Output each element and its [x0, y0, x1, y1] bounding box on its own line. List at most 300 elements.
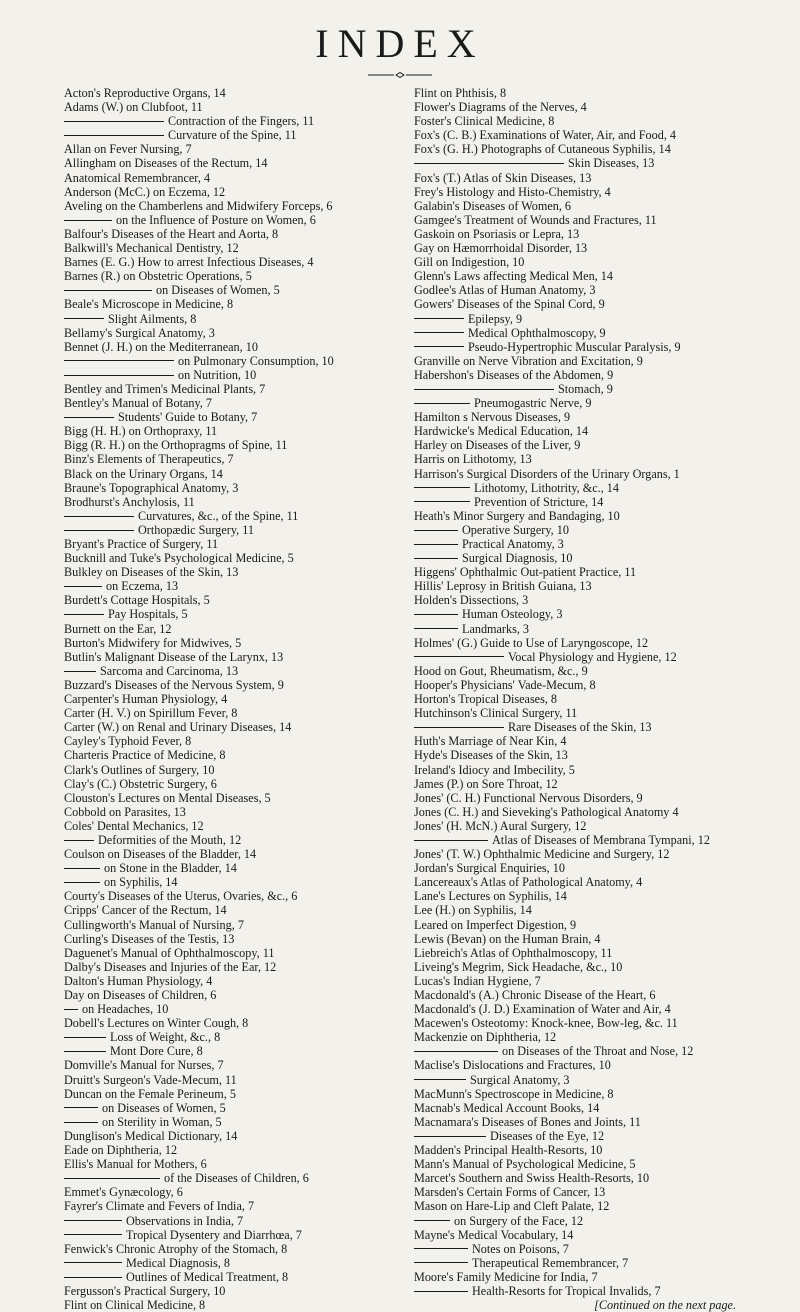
ditto-rule — [414, 614, 458, 615]
index-entry-text: Hillis' Leprosy in British Guiana, 13 — [414, 579, 592, 594]
index-entry-text: Skin Diseases, 13 — [568, 156, 655, 171]
index-entry-text: Emmet's Gynæcology, 6 — [64, 1185, 183, 1200]
index-entry-text: Mackenzie on Diphtheria, 12 — [414, 1030, 557, 1045]
index-entry-text: Lane's Lectures on Syphilis, 14 — [414, 889, 567, 904]
index-entry — [414, 960, 760, 974]
index-entry — [414, 1199, 760, 1213]
index-entry-text: Hood on Gout, Rheumatism, &c., 9 — [414, 663, 588, 678]
index-entry — [64, 156, 404, 170]
index-entry — [414, 791, 760, 805]
index-entry-text: on Syphilis, 14 — [104, 875, 178, 890]
index-entry — [414, 1157, 760, 1171]
index-entry-text: Lancereaux's Atlas of Pathological Anatomy, 4 — [414, 875, 643, 890]
index-entry-text: Clay's (C.) Obstetric Surgery, 6 — [64, 776, 217, 791]
index-entry — [414, 452, 760, 466]
index-entry-text: on Nutrition, 10 — [178, 367, 257, 382]
index-entry — [414, 213, 760, 227]
index-entry — [414, 734, 760, 748]
index-entry-text: Jones' (C. H.) Functional Nervous Disorders, 9 — [414, 790, 643, 805]
index-entry — [414, 410, 760, 424]
index-entry — [414, 819, 760, 833]
index-entry-text: on Diseases of Women, 5 — [156, 283, 280, 298]
index-entry-text: Mont Dore Cure, 8 — [110, 1044, 203, 1059]
ditto-rule — [414, 840, 488, 841]
ditto-rule — [64, 318, 104, 319]
index-entry-text: Braune's Topographical Anatomy, 3 — [64, 480, 239, 495]
index-entry — [414, 889, 760, 903]
index-entry — [64, 1171, 404, 1185]
index-entry-text: Vocal Physiology and Hygiene, 12 — [508, 649, 677, 664]
index-entry — [64, 283, 404, 297]
index-entry-text: Frey's Histology and Histo-Chemistry, 4 — [414, 184, 611, 199]
index-entry — [414, 1002, 760, 1016]
ditto-rule — [64, 586, 102, 587]
index-entry — [414, 255, 760, 269]
index-entry — [414, 1143, 760, 1157]
index-entry — [414, 523, 760, 537]
ditto-rule — [414, 558, 458, 559]
index-entry-text: Gowers' Diseases of the Spinal Cord, 9 — [414, 297, 605, 312]
index-entry-text: Holden's Dissections, 3 — [414, 593, 529, 608]
index-entry — [414, 156, 760, 170]
index-entry-text: Dalton's Human Physiology, 4 — [64, 973, 213, 988]
index-entry — [414, 241, 760, 255]
index-entry-text: Anderson (McC.) on Eczema, 12 — [64, 184, 226, 199]
index-entry-text: Medical Ophthalmoscopy, 9 — [468, 325, 606, 340]
index-entry — [64, 523, 404, 537]
index-entry — [414, 368, 760, 382]
ditto-rule — [414, 487, 470, 488]
ditto-rule — [64, 121, 164, 122]
index-entry — [414, 1256, 760, 1270]
index-entry-text: Balkwill's Mechanical Dentistry, 12 — [64, 241, 239, 256]
index-entry — [64, 678, 404, 692]
index-entry-text: Binz's Elements of Therapeutics, 7 — [64, 452, 234, 467]
index-entry-text: Bellamy's Surgical Anatomy, 3 — [64, 325, 215, 340]
index-entry-text: Carter (W.) on Renal and Urinary Diseases, 14 — [64, 720, 292, 735]
index-entry-text: Macewen's Osteotomy: Knock-knee, Bow-leg, &c. 11 — [414, 1016, 678, 1031]
index-entry-text: Pseudo-Hypertrophic Muscular Paralysis, 9 — [468, 339, 681, 354]
index-entry-text: Madden's Principal Health-Resorts, 10 — [414, 1143, 603, 1158]
index-entry — [414, 283, 760, 297]
index-entry — [414, 946, 760, 960]
index-entry — [64, 312, 404, 326]
index-entry — [64, 565, 404, 579]
index-entry-text: Lee (H.) on Syphilis, 14 — [414, 903, 532, 918]
index-entry-text: Heath's Minor Surgery and Bandaging, 10 — [414, 508, 620, 523]
index-entry-text: on Diseases of Women, 5 — [102, 1100, 226, 1115]
ditto-rule — [64, 290, 152, 291]
index-entry — [414, 763, 760, 777]
index-entry-text: Slight Ailments, 8 — [108, 311, 197, 326]
index-entry-text: Therapeutical Remembrancer, 7 — [472, 1255, 629, 1270]
index-entry-text: Habershon's Diseases of the Abdomen, 9 — [414, 367, 614, 382]
index-entry — [414, 565, 760, 579]
index-entry — [64, 918, 404, 932]
ditto-rule — [64, 840, 94, 841]
index-entry — [414, 1214, 760, 1228]
ditto-rule — [64, 516, 134, 517]
index-entry — [64, 537, 404, 551]
index-entry-text: Contraction of the Fingers, 11 — [168, 114, 315, 129]
index-entry — [414, 467, 760, 481]
index-entry — [414, 720, 760, 734]
index-entry-text: Horton's Tropical Diseases, 8 — [414, 692, 558, 707]
ditto-rule — [64, 1122, 98, 1123]
index-entry-text: Foster's Clinical Medicine, 8 — [414, 114, 555, 129]
index-entry-text: Clark's Outlines of Surgery, 10 — [64, 762, 215, 777]
index-entry-text: Duncan on the Female Perineum, 5 — [64, 1086, 236, 1101]
index-entry-text: Fayrer's Climate and Fevers of India, 7 — [64, 1199, 255, 1214]
index-entry-text: Butlin's Malignant Disease of the Larynx, 13 — [64, 649, 284, 664]
index-entry — [64, 1270, 404, 1284]
index-entry-text: Adams (W.) on Clubfoot, 11 — [64, 100, 203, 115]
index-entry-text: Day on Diseases of Children, 6 — [64, 988, 217, 1002]
continued-note: [Continued on the next page. — [594, 1298, 736, 1312]
ditto-rule — [64, 1277, 122, 1278]
index-entry-text: Cobbold on Parasites, 13 — [64, 804, 186, 819]
index-entry — [64, 128, 404, 142]
index-entry-text: Fox's (G. H.) Photographs of Cutaneous Syphilis, 14 — [414, 142, 671, 157]
index-entry — [64, 1143, 404, 1157]
index-entry — [64, 424, 404, 438]
index-entry — [414, 227, 760, 241]
index-entry-text: Sarcoma and Carcinoma, 13 — [100, 663, 239, 678]
index-entry — [64, 382, 404, 396]
ditto-rule — [64, 1009, 78, 1010]
index-entry — [414, 424, 760, 438]
index-entry-text: Bennet (J. H.) on the Mediterranean, 10 — [64, 339, 258, 354]
index-entry-text: Domville's Manual for Nurses, 7 — [64, 1058, 224, 1073]
index-entry-text: Stomach, 9 — [558, 381, 613, 396]
index-entry — [64, 1284, 404, 1298]
index-entry — [64, 791, 404, 805]
index-entry — [64, 748, 404, 762]
index-entry — [414, 537, 760, 551]
index-entry — [64, 1157, 404, 1171]
index-entry-text: Jones' (T. W.) Ophthalmic Medicine and Surgery, 12 — [414, 847, 670, 862]
index-entry — [64, 241, 404, 255]
index-entry — [64, 579, 404, 593]
ditto-rule — [414, 1051, 498, 1052]
index-entry-text: Hamilton s Nervous Diseases, 9 — [414, 410, 571, 425]
index-entry — [414, 607, 760, 621]
index-entry-text: Flint on Clinical Medicine, 8 — [64, 1298, 206, 1312]
index-entry — [414, 903, 760, 917]
index-entry — [64, 889, 404, 903]
index-entry — [414, 114, 760, 128]
index-entry — [414, 185, 760, 199]
index-entry — [414, 918, 760, 932]
index-entry-text: Macdonald's (A.) Chronic Disease of the Heart, 6 — [414, 988, 656, 1002]
ditto-rule — [64, 1220, 122, 1221]
index-entry — [64, 1199, 404, 1213]
ditto-rule — [64, 868, 100, 869]
index-entry-text: Bigg (H. H.) on Orthopraxy, 11 — [64, 424, 218, 439]
index-entry-text: Bulkley on Diseases of the Skin, 13 — [64, 565, 239, 580]
index-entry — [64, 1073, 404, 1087]
ditto-rule — [64, 614, 104, 615]
ditto-rule — [64, 360, 174, 361]
index-entry-text: Leared on Imperfect Digestion, 9 — [414, 917, 577, 932]
index-entry-text: Anatomical Remembrancer, 4 — [64, 170, 211, 185]
index-entry — [414, 861, 760, 875]
index-entry-text: Coulson on Diseases of the Bladder, 14 — [64, 847, 257, 862]
index-entry — [64, 861, 404, 875]
index-entry-text: Glenn's Laws affecting Medical Men, 14 — [414, 269, 613, 284]
index-entry — [64, 1115, 404, 1129]
index-entry — [414, 297, 760, 311]
index-entry — [414, 875, 760, 889]
index-entry-text: Hooper's Physicians' Vade-Mecum, 8 — [414, 677, 596, 692]
ditto-rule — [414, 1291, 468, 1292]
ditto-rule — [64, 882, 100, 883]
index-entry — [64, 1298, 404, 1312]
ditto-rule — [414, 544, 458, 545]
index-entry-text: Macnamara's Diseases of Bones and Joints, 11 — [414, 1114, 641, 1129]
ditto-rule — [64, 417, 114, 418]
index-entry-text: Ireland's Idiocy and Imbecility, 5 — [414, 762, 575, 777]
index-entry-text: Curvature of the Spine, 11 — [168, 128, 297, 143]
index-entry — [414, 1101, 760, 1115]
ditto-rule — [64, 1051, 106, 1052]
index-entry — [64, 664, 404, 678]
index-entry — [64, 213, 404, 227]
index-entry — [414, 692, 760, 706]
index-entry-text: Rare Diseases of the Skin, 13 — [508, 720, 652, 735]
index-entry-text: Flint on Phthisis, 8 — [414, 86, 507, 100]
index-entry-text: Curling's Diseases of the Testis, 13 — [64, 931, 235, 946]
index-entry-text: Huth's Marriage of Near Kin, 4 — [414, 734, 567, 749]
index-entry — [64, 706, 404, 720]
ditto-rule — [414, 163, 564, 164]
index-entry-text: on Diseases of the Throat and Nose, 12 — [502, 1044, 694, 1059]
index-entry — [64, 636, 404, 650]
index-entry-text: Clouston's Lectures on Mental Diseases, 5 — [64, 790, 271, 805]
index-entry-text: Courty's Diseases of the Uterus, Ovaries, &c., 6 — [64, 889, 298, 904]
index-entry — [64, 805, 404, 819]
index-entry-text: Curvatures, &c., of the Spine, 11 — [138, 508, 299, 523]
ditto-rule — [414, 1079, 466, 1080]
index-entry — [64, 650, 404, 664]
index-entry — [414, 805, 760, 819]
index-entry-text: Jones' (H. McN.) Aural Surgery, 12 — [414, 818, 587, 833]
ditto-rule — [414, 389, 554, 390]
index-entry — [414, 1242, 760, 1256]
index-entry-text: Hyde's Diseases of the Skin, 13 — [414, 748, 568, 763]
index-entry-text: Jones (C. H.) and Sieveking's Pathological Anatomy 4 — [414, 804, 679, 819]
index-entry — [64, 255, 404, 269]
index-entry-text: MacMunn's Spectroscope in Medicine, 8 — [414, 1086, 614, 1101]
index-entry-text: Fox's (C. B.) Examinations of Water, Air, and Food, 4 — [414, 128, 677, 143]
ditto-rule — [414, 530, 458, 531]
index-entry — [414, 481, 760, 495]
page-title: INDEX — [315, 21, 485, 66]
index-entry — [64, 1087, 404, 1101]
ditto-rule — [414, 1262, 468, 1263]
index-entry-text: Hutchinson's Clinical Surgery, 11 — [414, 706, 578, 721]
ditto-rule — [64, 1178, 160, 1179]
index-entry — [64, 114, 404, 128]
index-entry-text: Maclise's Dislocations and Fractures, 10 — [414, 1058, 611, 1073]
index-entry — [414, 1284, 760, 1298]
index-entry-text: on Stone in the Bladder, 14 — [104, 861, 237, 876]
index-entry — [64, 593, 404, 607]
index-entry — [414, 1087, 760, 1101]
index-entry — [414, 622, 760, 636]
index-entry — [414, 495, 760, 509]
index-entry-text: of the Diseases of Children, 6 — [164, 1171, 309, 1186]
index-entry — [64, 1214, 404, 1228]
index-entry — [64, 227, 404, 241]
ditto-rule — [414, 346, 464, 347]
index-entry — [414, 748, 760, 762]
index-entry — [64, 875, 404, 889]
index-entry-text: Cayley's Typhoid Fever, 8 — [64, 734, 192, 749]
index-entry-text: Loss of Weight, &c., 8 — [110, 1030, 221, 1045]
index-entry-text: Daguenet's Manual of Ophthalmoscopy, 11 — [64, 945, 275, 960]
index-entry-text: Harrison's Surgical Disorders of the Urinary Organs, 1 — [414, 466, 680, 481]
index-entry-text: Notes on Poisons, 7 — [472, 1241, 569, 1256]
index-entry — [414, 142, 760, 156]
index-entry-text: Students' Guide to Botany, 7 — [118, 410, 258, 425]
index-entry — [64, 1228, 404, 1242]
index-entry — [414, 1115, 760, 1129]
index-entry-text: Eade on Diphtheria, 12 — [64, 1143, 178, 1158]
index-entry-text: Black on the Urinary Organs, 14 — [64, 466, 223, 481]
index-entry-text: Epilepsy, 9 — [468, 311, 523, 326]
index-entry-text: Pneumogastric Nerve, 9 — [474, 396, 592, 411]
index-entry-text: Buzzard's Diseases of the Nervous System, 9 — [64, 677, 284, 692]
index-entry-text: Holmes' (G.) Guide to Use of Laryngoscope, 12 — [414, 635, 649, 650]
index-entry-text: Dunglison's Medical Dictionary, 14 — [64, 1128, 238, 1143]
index-entry — [414, 269, 760, 283]
index-entry — [414, 932, 760, 946]
index-entry — [64, 438, 404, 452]
index-entry — [414, 340, 760, 354]
index-entry — [414, 1185, 760, 1199]
index-entry-text: James (P.) on Sore Throat, 12 — [414, 776, 558, 791]
index-entry-text: Bentley and Trimen's Medicinal Plants, 7 — [64, 381, 266, 396]
index-entry-text: Bryant's Practice of Surgery, 11 — [64, 537, 219, 551]
index-entry-text: Higgens' Ophthalmic Out-patient Practice, 11 — [414, 565, 637, 580]
index-entry — [64, 1129, 404, 1143]
ditto-rule — [64, 1037, 106, 1038]
index-entry-text: on Eczema, 13 — [106, 579, 179, 594]
index-entry-text: Human Osteology, 3 — [462, 607, 563, 622]
index-entry-text: on Sterility in Woman, 5 — [102, 1114, 222, 1129]
ditto-rule — [414, 628, 458, 629]
index-entry — [64, 185, 404, 199]
index-entry — [64, 142, 404, 156]
index-entry — [414, 1044, 760, 1058]
index-entry — [64, 481, 404, 495]
index-entry — [64, 1058, 404, 1072]
title-ornament — [368, 72, 432, 78]
index-entry-text: Godlee's Atlas of Human Anatomy, 3 — [414, 283, 596, 298]
index-entry-text: Diseases of the Eye, 12 — [490, 1128, 605, 1143]
index-entry — [64, 1030, 404, 1044]
index-entry-text: Marsden's Certain Forms of Cancer, 13 — [414, 1185, 606, 1200]
index-entry — [64, 368, 404, 382]
index-entry-text: Ellis's Manual for Mothers, 6 — [64, 1157, 207, 1172]
index-entry — [64, 988, 404, 1002]
index-entry — [414, 650, 760, 664]
index-entry — [414, 678, 760, 692]
index-entry-text: Fergusson's Practical Surgery, 10 — [64, 1283, 226, 1298]
index-entry-text: Burdett's Cottage Hospitals, 5 — [64, 593, 210, 608]
ditto-rule — [414, 727, 504, 728]
index-entry-text: Prevention of Stricture, 14 — [474, 494, 604, 509]
index-entry-text: Pay Hospitals, 5 — [108, 607, 188, 622]
index-entry — [414, 1270, 760, 1284]
index-entry — [414, 706, 760, 720]
index-entry-text: Hardwicke's Medical Education, 14 — [414, 424, 589, 439]
index-entry-text: Harris on Lithotomy, 13 — [414, 452, 532, 467]
index-entry-text: Gay on Hæmorrhoidal Disorder, 13 — [414, 241, 588, 256]
index-entry — [64, 326, 404, 340]
index-entry-text: Moore's Family Medicine for India, 7 — [414, 1269, 598, 1284]
index-entry-text: Tropical Dysentery and Diarrhœa, 7 — [126, 1227, 302, 1242]
index-entry — [64, 1002, 404, 1016]
index-entry — [64, 495, 404, 509]
index-entry-text: Druitt's Surgeon's Vade-Mecum, 11 — [64, 1072, 237, 1087]
index-entry-text: Orthopædic Surgery, 11 — [138, 522, 254, 537]
index-entry — [414, 579, 760, 593]
index-entry-text: Marcet's Southern and Swiss Health-Resorts, 10 — [414, 1171, 650, 1186]
index-entry — [414, 664, 760, 678]
index-entry — [64, 509, 404, 523]
index-entry — [64, 960, 404, 974]
index-entry-text: Beale's Microscope in Medicine, 8 — [64, 297, 234, 312]
index-entry-text: Cullingworth's Manual of Nursing, 7 — [64, 917, 244, 932]
index-entry — [64, 199, 404, 213]
index-entry — [64, 720, 404, 734]
index-entry — [64, 340, 404, 354]
ditto-rule — [414, 1248, 468, 1249]
index-entry — [414, 1129, 760, 1143]
index-entry-text: Dalby's Diseases and Injuries of the Ear, 12 — [64, 959, 277, 974]
index-entry — [64, 1044, 404, 1058]
index-entry-text: Liebreich's Atlas of Ophthalmoscopy, 11 — [414, 945, 613, 960]
index-entry-text: on Headaches, 10 — [82, 1002, 169, 1017]
ditto-rule — [414, 1220, 450, 1221]
index-entry — [64, 1101, 404, 1115]
ditto-rule — [64, 375, 174, 376]
index-entry-text: Lucas's Indian Hygiene, 7 — [414, 973, 541, 988]
index-entry — [414, 396, 760, 410]
index-entry — [64, 396, 404, 410]
index-entry — [64, 452, 404, 466]
ditto-rule — [64, 220, 112, 221]
index-entry — [64, 833, 404, 847]
index-entry-text: Burnett on the Ear, 12 — [64, 621, 172, 636]
index-entry — [414, 199, 760, 213]
index-entry — [64, 354, 404, 368]
index-entry-text: Health-Resorts for Tropical Invalids, 7 — [472, 1283, 661, 1298]
index-entry-text: Coles' Dental Mechanics, 12 — [64, 818, 204, 833]
index-entry-text: Outlines of Medical Treatment, 8 — [126, 1269, 289, 1284]
index-entry — [414, 171, 760, 185]
index-entry — [64, 1256, 404, 1270]
index-entry-text: Mann's Manual of Psychological Medicine, 5 — [414, 1157, 636, 1172]
index-entry-text: Liveing's Megrim, Sick Headache, &c., 10 — [414, 959, 623, 974]
index-entry — [414, 128, 760, 142]
index-entry-text: Fox's (T.) Atlas of Skin Diseases, 13 — [414, 170, 592, 185]
index-entry-text: Harley on Diseases of the Liver, 9 — [414, 438, 581, 453]
index-entry-text: Barnes (R.) on Obstetric Operations, 5 — [64, 269, 252, 284]
index-entry — [64, 100, 404, 114]
